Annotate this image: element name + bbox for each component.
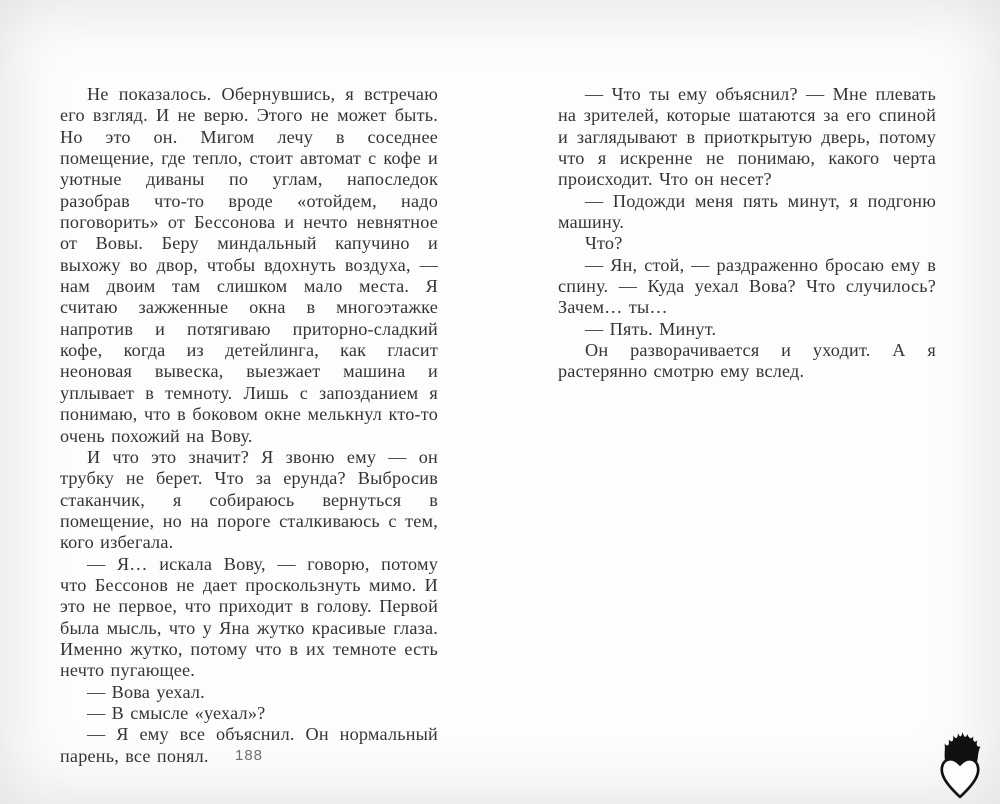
paragraph: — Подожди меня пять минут, я подгоню машину. xyxy=(558,190,936,233)
page-number: 188 xyxy=(234,747,264,764)
paragraph: — Пять. Минут. xyxy=(585,318,717,339)
paragraph: — Я… искала Вову, — говорю, потому что Бессонов не дает проскользнуть мимо. И это не первое, что приходит в голову. Первой была мысль, что у Яна жутко красивые глаза. Именно жутко, потому что в их темноте есть нечто пугающее. xyxy=(60,553,438,681)
paragraph: Он разворачивается и уходит. А я растерянно смотрю ему вслед. xyxy=(558,340,936,382)
paragraph: — В смысле «уехал»? xyxy=(87,702,266,723)
right-page-text xyxy=(558,84,936,383)
left-page-text xyxy=(60,84,438,767)
paragraph: Что? xyxy=(585,233,623,254)
paragraph: — Я ему все объяснил. Он нормальный парень, все понял. xyxy=(60,724,438,766)
paragraph: — Ян, стой, — раздраженно бросаю ему в спину. — Куда уехал Вова? Что случилось? Зачем… ты… xyxy=(558,254,936,318)
paragraph: Не показалось. Обернувшись, я встречаю его взгляд. И не верю. Этого не может быть. Но это он. Мигом лечу в соседнее помещение, где тепло, стоит автомат с кофе и уютные диваны по углам, напоследок разобрав что-то вроде «отойдем, надо поговорить» от Бессонова и нечто невнятное от Вовы. Беру миндальный капучино и выхожу во двор, чтобы вдохнуть воздуха, — нам двоим там слишком мало места. Я считаю зажженные окна в многоэтажке напротив и потягиваю приторно-сладкий кофе, когда из детейлинга, как гласит неоновая вывеска, выезжает машина и уплывает в темноту. Лишь с запозданием я понимаю, что в боковом окне мелькнул кто-то очень похожий на Вову. xyxy=(60,84,438,446)
paragraph: — Что ты ему объяснил? — Мне плевать на зрителей, которые шатаются за его спиной и заглядывают в приоткрытую дверь, потому что я искренне не понимаю, какого черта происходит. Что он несет? xyxy=(558,84,936,190)
flaming-heart-icon xyxy=(935,732,985,800)
paragraph: — Вова уехал. xyxy=(87,681,205,702)
paragraph: И что это значит? Я звоню ему — он трубку не берет. Что за ерунда? Выбросив стаканчик, я собираюсь вернуться в помещение, но на пороге сталкиваюсь с тем, кого избегала. xyxy=(60,446,438,553)
